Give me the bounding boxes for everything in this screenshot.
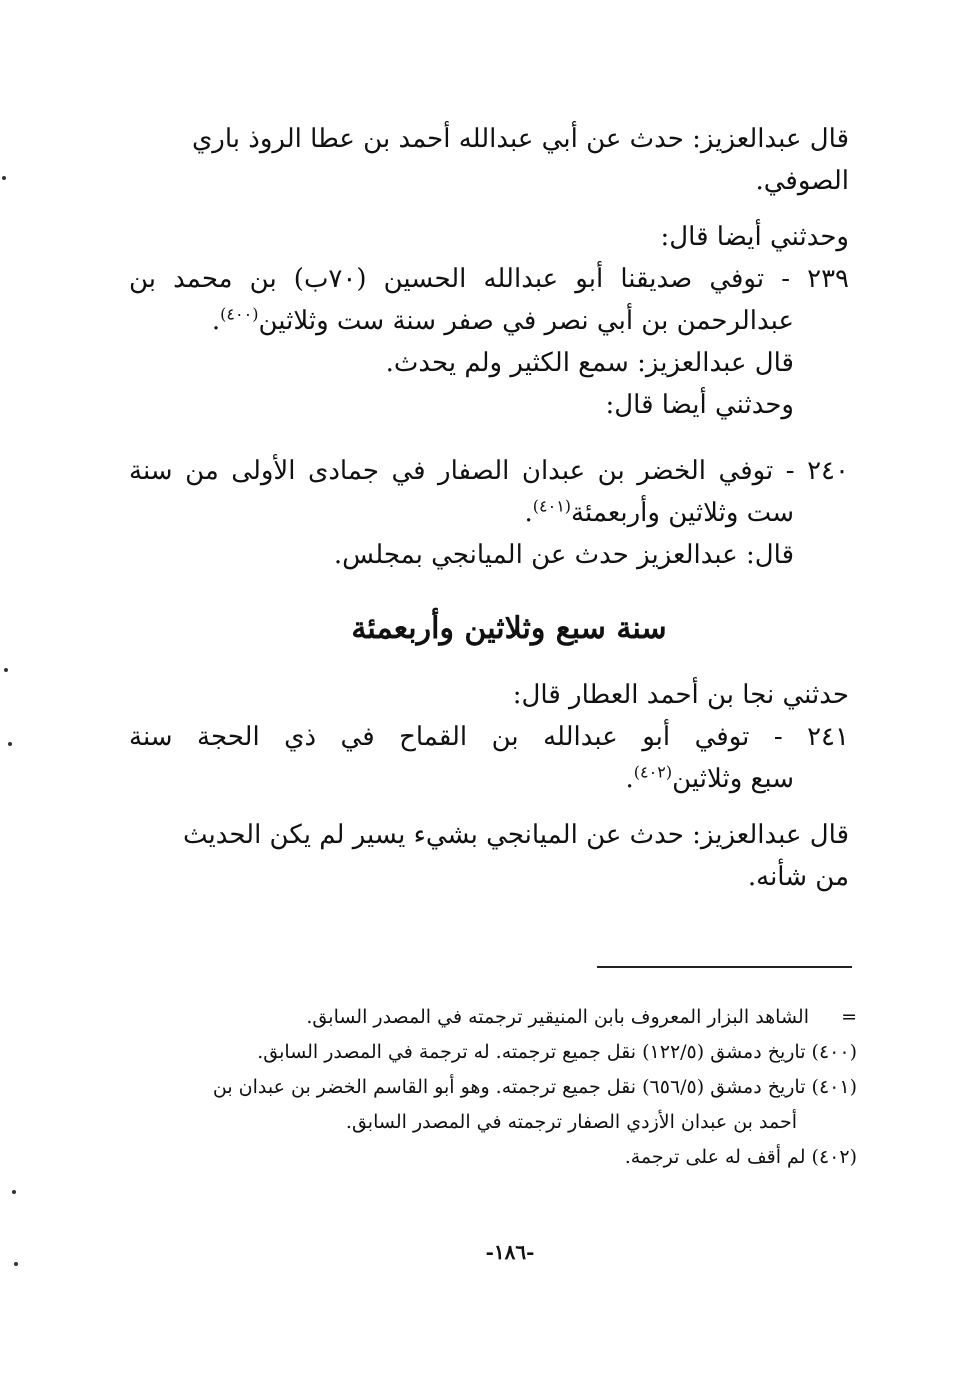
entry-240-first-line: ٢٤٠ - توفي الخضر بن عبدان الصفار في جمادى الأولى من سنة — [129, 456, 849, 486]
paragraph-narration-1: وحدثني أيضا قال: — [660, 222, 849, 252]
entry-239-continuation — [129, 300, 849, 426]
text-line: قال عبدالعزيز: حدث عن أبي عبدالله أحمد بن عطا الروذ باري — [191, 124, 849, 154]
entry-239 — [129, 258, 849, 426]
text-line: الشاهد البزار المعروف بابن المنيقير ترجمته في المصدر السابق. — [306, 1006, 809, 1028]
scan-speck — [14, 1262, 18, 1266]
entry-241-note — [129, 814, 849, 898]
paragraph-abdulaziz-1 — [129, 118, 849, 202]
text-line: سبع وثلاثين — [672, 764, 794, 794]
text-line: أحمد بن عبدان الأزدي الصفار ترجمته في المصدر السابق. — [345, 1111, 797, 1133]
text-line: (٤٠١) تاريخ دمشق (٦٥٦/٥) نقل جميع ترجمته. وهو أبو القاسم الخضر بن عبدان بن — [212, 1076, 857, 1098]
footnote-continuation — [157, 1000, 857, 1035]
paragraph-narration-2: حدثني نجا بن أحمد العطار قال: — [512, 680, 849, 710]
entry-240 — [129, 450, 849, 576]
entry-241-first-line: ٢٤١ - توفي أبو عبدالله بن القماح في ذي الحجة سنة — [129, 722, 849, 752]
main-text-block — [129, 118, 849, 898]
continuation-mark: = — [841, 1006, 857, 1028]
footnote-ref-402: (٤٠٢) — [633, 762, 673, 782]
entry-241-continuation — [129, 758, 849, 800]
footnote-ref-401: (٤٠١) — [532, 496, 572, 516]
text-line: وحدثني أيضا قال: — [605, 390, 794, 420]
scan-speck — [12, 1190, 16, 1194]
text-line: قال عبدالعزيز: سمع الكثير ولم يحدث. — [385, 348, 794, 378]
entry-240-continuation — [129, 492, 849, 576]
text-line: عبدالرحمن بن أبي نصر في صفر سنة ست وثلاثين — [258, 306, 794, 336]
footnote-ref-400: (٤٠٠) — [220, 304, 259, 324]
footnote-401 — [157, 1070, 857, 1140]
entry-239-first-line: ٢٣٩ - توفي صديقنا أبو عبدالله الحسين (٧٠ب) بن محمد بن — [129, 264, 850, 294]
scan-speck — [2, 176, 6, 180]
punctuation: . — [211, 306, 221, 336]
punctuation: . — [625, 764, 634, 794]
text-line: الصوفي. — [755, 166, 849, 196]
entry-241 — [129, 716, 849, 898]
scan-speck — [4, 668, 8, 672]
text-line: من شأنه. — [747, 862, 849, 892]
footnote-400: (٤٠٠) تاريخ دمشق (١٢٢/٥) نقل جميع ترجمته. له ترجمة في المصدر السابق. — [257, 1041, 857, 1063]
scan-speck — [8, 742, 12, 746]
text-line: ست وثلاثين وأربعمئة — [571, 498, 794, 528]
punctuation: . — [524, 498, 533, 528]
text-line: قال عبدالعزيز: حدث عن الميانجي بشيء يسير لم يكن الحديث — [182, 820, 849, 850]
footnotes-block — [157, 1000, 857, 1175]
footnote-separator — [597, 966, 852, 968]
page-number: -١٨٦- — [485, 1240, 535, 1264]
footnote-402: (٤٠٢) لم أقف له على ترجمة. — [624, 1146, 857, 1168]
section-heading: سنة سبع وثلاثين وأربعمئة — [351, 611, 667, 646]
text-line: قال: عبدالعزيز حدث عن الميانجي بمجلس. — [333, 540, 794, 570]
